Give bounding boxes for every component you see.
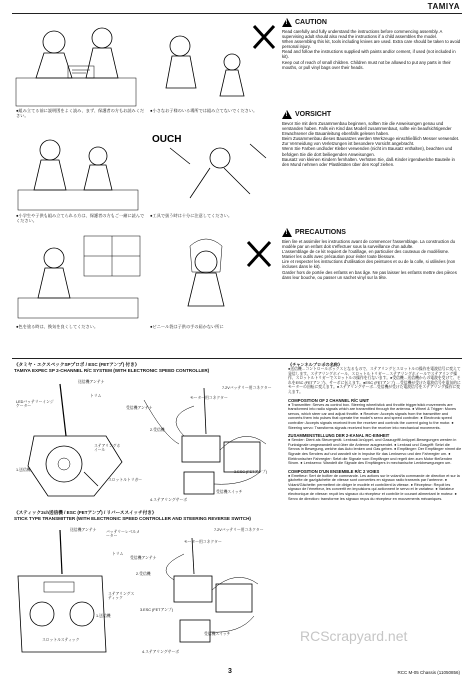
- label-transmitter: 1.送信機: [16, 468, 31, 472]
- precautions-paragraph: L'assemblage de ce kit requiert de l'outillage, en particulier des couteaux de modélisme. Manier les outils avec précaution pour éviter toute blessure.: [282, 249, 450, 260]
- caution-paragraph: Keep out of reach of small children. Children must not be allowed to put any parts in their mouths, or pull vinyl bags over their heads.: [282, 59, 451, 70]
- precautions-paragraph: Garder hors de portée des enfants en bas âge. Ne pas laisser les enfants mettre des pièces dans leur bouche, ou passer un sachet vinyl sur la tête.: [282, 269, 457, 280]
- precautions-paragraph: Lire et respecter les instructions d'utilisation des peintures et ou de la colle, si utilisées (non incluses dans le kit).: [282, 259, 456, 270]
- vorsicht-section: [282, 110, 462, 167]
- label-motor-connector: モーター用コネクター: [184, 540, 222, 544]
- illustration-vinyl-bag: [150, 232, 280, 322]
- precautions-section: [282, 228, 462, 280]
- page-number: 3: [228, 668, 232, 675]
- vorsicht-paragraph: Bausatz von kleinen Kindern fernhalten. Verhüten Sie, daß Kinder irgendwelche Bauteile in den Mund nehmen oder Plastiktüten über den Kopf ziehen.: [282, 156, 455, 167]
- illustration-reading-instructions: [14, 18, 146, 108]
- label-tx-antenna: 送信機アンテナ: [70, 528, 97, 532]
- caption-tool-care: ●工具で扱う時は十分に注意してください。: [150, 213, 233, 218]
- label-throttle-stick: スロットルスティック: [42, 638, 80, 642]
- rc-names-block: [288, 362, 462, 395]
- label-receiver: 2.受信機: [150, 428, 165, 432]
- diagram2-title-en: STICK TYPE TRANSMITTER (WITH ELECTRONIC SPEED CONTROLLER AND STEERING REVERSE SWITCH): [14, 516, 251, 521]
- caution-title: CAUTION: [295, 19, 327, 26]
- warning-triangle-icon: [282, 228, 292, 237]
- vorsicht-paragraph: Wenn Sie Farben und/oder Kleber verwenden (nicht im Bausatz enthalten), beachten und befolgen Sie die dort beiliegenden Anweisungen.: [282, 146, 453, 157]
- label-tx-antenna: 送信機アンテナ: [78, 380, 105, 384]
- label-led-indicator: LEDバッテリーインジケーター: [16, 400, 54, 409]
- block-title: COMPOSITION OF 2 CHANNEL R/C UNIT: [288, 397, 370, 403]
- watermark: RCScrapyard.net: [300, 628, 408, 644]
- illustration-tool-care: [150, 128, 280, 213]
- label-rx-switch: 受信機スイッチ: [216, 490, 243, 494]
- label-motor-connector: モーター用コネクター: [190, 396, 228, 400]
- right-text-column: [288, 362, 462, 501]
- illustration-children-nearby: [150, 18, 280, 108]
- block-title: COMPOSITION D'UN ENSEMBLE R/C 2 VOIES: [288, 468, 380, 474]
- label-rx-switch: 受信機スイッチ: [204, 632, 231, 636]
- caution-paragraph: Read carefully and fully understand the instructions before commencing assembly. A supervising adult should also read the instructions if a child assembles the model.: [282, 29, 443, 40]
- label-esc: 3.ESC (FETアンプ): [140, 608, 173, 612]
- label-rx-antenna: 受信機アンテナ: [130, 556, 157, 560]
- caption-ventilation: ●色を塗る時は、換気を良くしてください。: [16, 324, 99, 329]
- warning-triangle-icon: [282, 18, 292, 27]
- caption-parent-supervision: ●小学生や子供も組み立てられる方は、保護者の方もご一緒に読んでください。: [16, 213, 145, 224]
- block-text: ●送信機…コントロールボックスとなるもので、ステアリングとスロットルの操作を電波信号に変えて発信します。ステアリングホイール、スロットルトリガー…ステアリングホイールでステアリング操作、スロットルトリガーでスロットルの操作を行ないます。●受信機…送信機からの電波を受けて、それをESC (FETアンプ)、サーボに伝えます。●ESC (FETアンプ) …受信機が受けた電波信号を電気的にモーターの回転に変えます。●ステアリングサーボ…受信機が受けた電波信号をステアリング操作に変えます。: [288, 367, 461, 394]
- vorsicht-paragraph: Bevor Sie mit dem Zusammenbau beginnen, sollten Sie die Anweisungen genau und verstanden haben. Falls ein Kind das Modell zusammenbaut, sollte ein beaufsichtigender Erwachsener die Bauanleitung ebenfalls gelesen haben.: [282, 121, 452, 137]
- section-divider: [12, 358, 462, 359]
- caution-paragraph: Read and follow the instructions supplied with paints and/or cement, if used (not included in kit).: [282, 49, 456, 60]
- label-battery-level: バッテリーレベルメーター: [106, 530, 140, 539]
- label-battery-connector: 7.2Vバッテリー用コネクター: [214, 528, 264, 532]
- caution-section: [282, 18, 462, 70]
- svg-text:OUCH: OUCH: [152, 134, 182, 145]
- block-title: ZUSAMMENSTELLUNG DER 2-KANAL RC-EINHEIT: [288, 433, 390, 439]
- footer-reference: RCC M-05 Chassis (11050856): [397, 670, 460, 675]
- label-steering-stick: ステアリングスティック: [108, 592, 135, 601]
- caption-read-instructions: ●組み立てる前に説明図をよく読み、まず、保護者の方もお読みください。: [16, 108, 145, 119]
- block-text: ● Sender: Dient als Steuergerät. Lenkrad/-knüppel- und Gaszugriff/-knüppel-Bewegungen werden in Funksignale umgewandelt und über die Antenne ausgesendet. ● Lenkrad und Gasgriff: Setzt die Servos in Bewegung, welche das Auto lenken und Gas geben. ● Empfänger: Der Empfänger nimmt die Signale des Senders auf und wandelt sie in Impulse für das Lenkservo und den Fahrregler um. ● Elektronischer Fahrregler: Setzt die Signale vom Empfänger und regelt den zum Motor fließenden Strom. ● Lenkservo: Wandelt die Signale des Empfängers in mechanische Lenkbewegungen um.: [288, 438, 462, 466]
- block-title: 《チャンネルプロポの名称》: [288, 362, 343, 367]
- composition-en-block: [288, 398, 462, 431]
- composition-fr-block: [288, 469, 462, 502]
- header-rule: [12, 13, 462, 14]
- label-trim: トリム: [112, 552, 124, 556]
- label-rx-antenna: 受信機アンテナ: [126, 406, 153, 410]
- caution-paragraph: When assembling this kit, tools including knives are used. Extra care should be taken to avoid personal injury.: [282, 39, 461, 50]
- diagram1-title-jp: 《タミヤ・エクスペックSPプロポ / ESC (FETアンプ) 付き》: [14, 362, 140, 367]
- label-steering-servo: 4.ステアリングサーボ: [142, 650, 180, 654]
- block-text: ● Transmitter: Serves as control box. Steering wheel/stick and throttle trigger/stick movements are transformed into radio signals which are transmitted through the antenna. ● Wheel & Trigger: Moves servos, which steer car and adjust throttle. ● Receiver: Accepts signals from the transmitter and converts them into pulses that operate the model's servo and speed controller. ● Electronic speed controller: Accepts signals received from the receiver and controls the current going to the motor. ● Steering servo: Transforms signals received from the receiver into mechanical movements.: [288, 402, 456, 430]
- block-text: ● Emetteur: Sert de boîtier de commande. Les actions sur le volant/la commande de direction et sur la gâchette de gaz/gâchette de vitesse sont converties en signaux radio transmis par l'antenne. ● Volant/Gâchette: permettent de diriger le modèle et contrôlent la vitesse. ● Récepteur: Reçoit les signaux de l'émetteur, les convertit en impulsions qui actionnent le servo et le variateur. ● Variateur électronique de vitesse: reçoit les signaux du récepteur et contrôle le courant alimentant le moteur. ● Servo de direction: transforme les signaux reçus du récepteur en mouvements mécaniques.: [288, 473, 460, 501]
- label-receiver: 2.受信機: [136, 572, 151, 576]
- diagram1-title-en: TAMIYA EXPEC SP 2-CHANNEL R/C SYSTEM (WITH ELECTRONIC SPEED CONTROLLER): [14, 368, 210, 373]
- composition-de-block: [288, 433, 462, 466]
- illustration-parent-helping: [14, 128, 146, 213]
- label-transmitter: 1.送信機: [96, 614, 111, 618]
- caption-vinyl-bag: ●ビニール袋は子供の手の届かない所に: [150, 324, 224, 329]
- illustration-painting: [14, 232, 146, 322]
- label-battery-connector: 7.2Vバッテリー用コネクター: [222, 386, 272, 390]
- caption-small-children: ●小さなお子様のいる場所では組み立てないでください。: [150, 108, 258, 113]
- label-throttle-trigger: スロットルトリガー: [108, 478, 143, 482]
- precautions-paragraph: Bien lire et assimiler les instructions avant de commencer l'assemblage. La construction du modèle par un enfant doit s'effectuer sous la surveillance d'un adulte.: [282, 239, 456, 250]
- vorsicht-paragraph: Beim Zusammenbau dieses Bausatzes werden Werkzeuge einschließlich Messer verwendet. Zur Vermeidung von Verletzungen ist besondere Vorsicht angebracht.: [282, 136, 460, 147]
- label-esc: 3.ESC (FETアンプ): [234, 470, 267, 474]
- warning-triangle-icon: [282, 110, 292, 119]
- precautions-title: PRECAUTIONS: [295, 229, 346, 236]
- diagram2-rc-system: [14, 524, 282, 664]
- vorsicht-title: VORSICHT: [295, 111, 332, 118]
- label-trim: トリム: [90, 394, 102, 398]
- brand-logo: TAMIYA: [427, 2, 460, 11]
- diagram1-rc-system: [14, 376, 282, 506]
- label-steering-servo: 4.ステアリングサーボ: [150, 498, 188, 502]
- diagram2-title-jp: 《スティック2ch送信機 / ESC (FETアンプ) / リバーススイッチ付き》: [14, 510, 157, 515]
- label-steering-wheel: ステアリングホイール: [94, 444, 121, 453]
